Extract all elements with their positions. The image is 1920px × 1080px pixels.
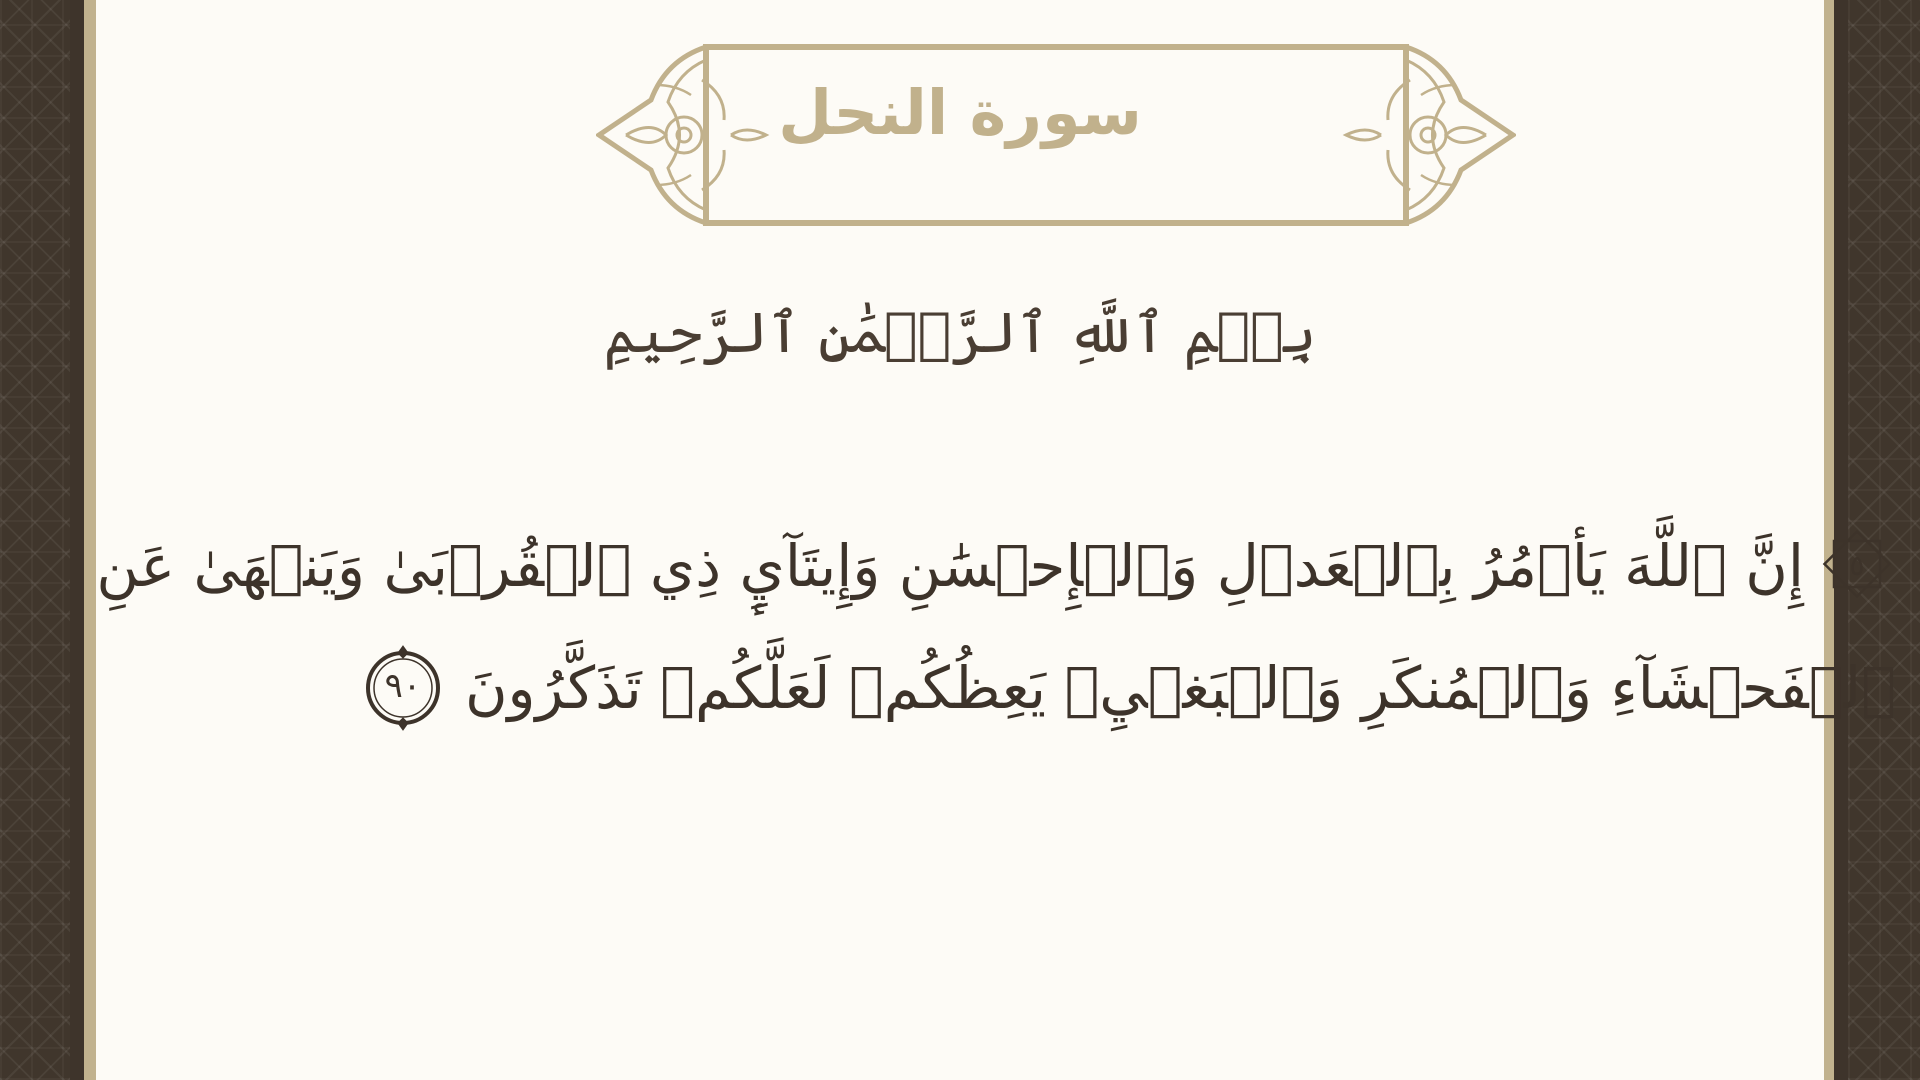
ayah-text <box>96 505 1896 749</box>
ayah-line-1 <box>96 505 1896 627</box>
verse-page <box>96 0 1896 1080</box>
left-ornamental-border <box>0 0 70 1080</box>
sajda-mark-symbol: ٥ <box>1849 548 1865 582</box>
basmala: بِسۡمِ ٱللَّهِ ٱلرَّحۡمَٰنِ ٱلرَّحِيمِ <box>603 301 1317 366</box>
ayah-number-marker <box>359 644 447 732</box>
ayah-number: ٩٠ <box>384 665 422 706</box>
surah-title: سورة النحل <box>778 76 1142 149</box>
ayah-line-1-text: إِنَّ ٱللَّهَ يَأۡمُرُ بِٱلۡعَدۡلِ وَٱلۡإِحۡسَٰنِ وَإِيتَآيِٕ ذِي ٱلۡقُرۡبَىٰ وَيَنۡهَىٰ عَنِ <box>96 532 1804 600</box>
ayah-line-2-text: ٱلۡفَحۡشَآءِ وَٱلۡمُنكَرِ وَٱلۡبَغۡيِۚ يَعِظُكُمۡ لَعَلَّكُمۡ تَذَكَّرُونَ <box>464 654 1896 722</box>
ayah-line-2 <box>306 627 1896 749</box>
left-gold-strip <box>84 0 96 1080</box>
sajda-star-icon <box>1818 525 1896 603</box>
